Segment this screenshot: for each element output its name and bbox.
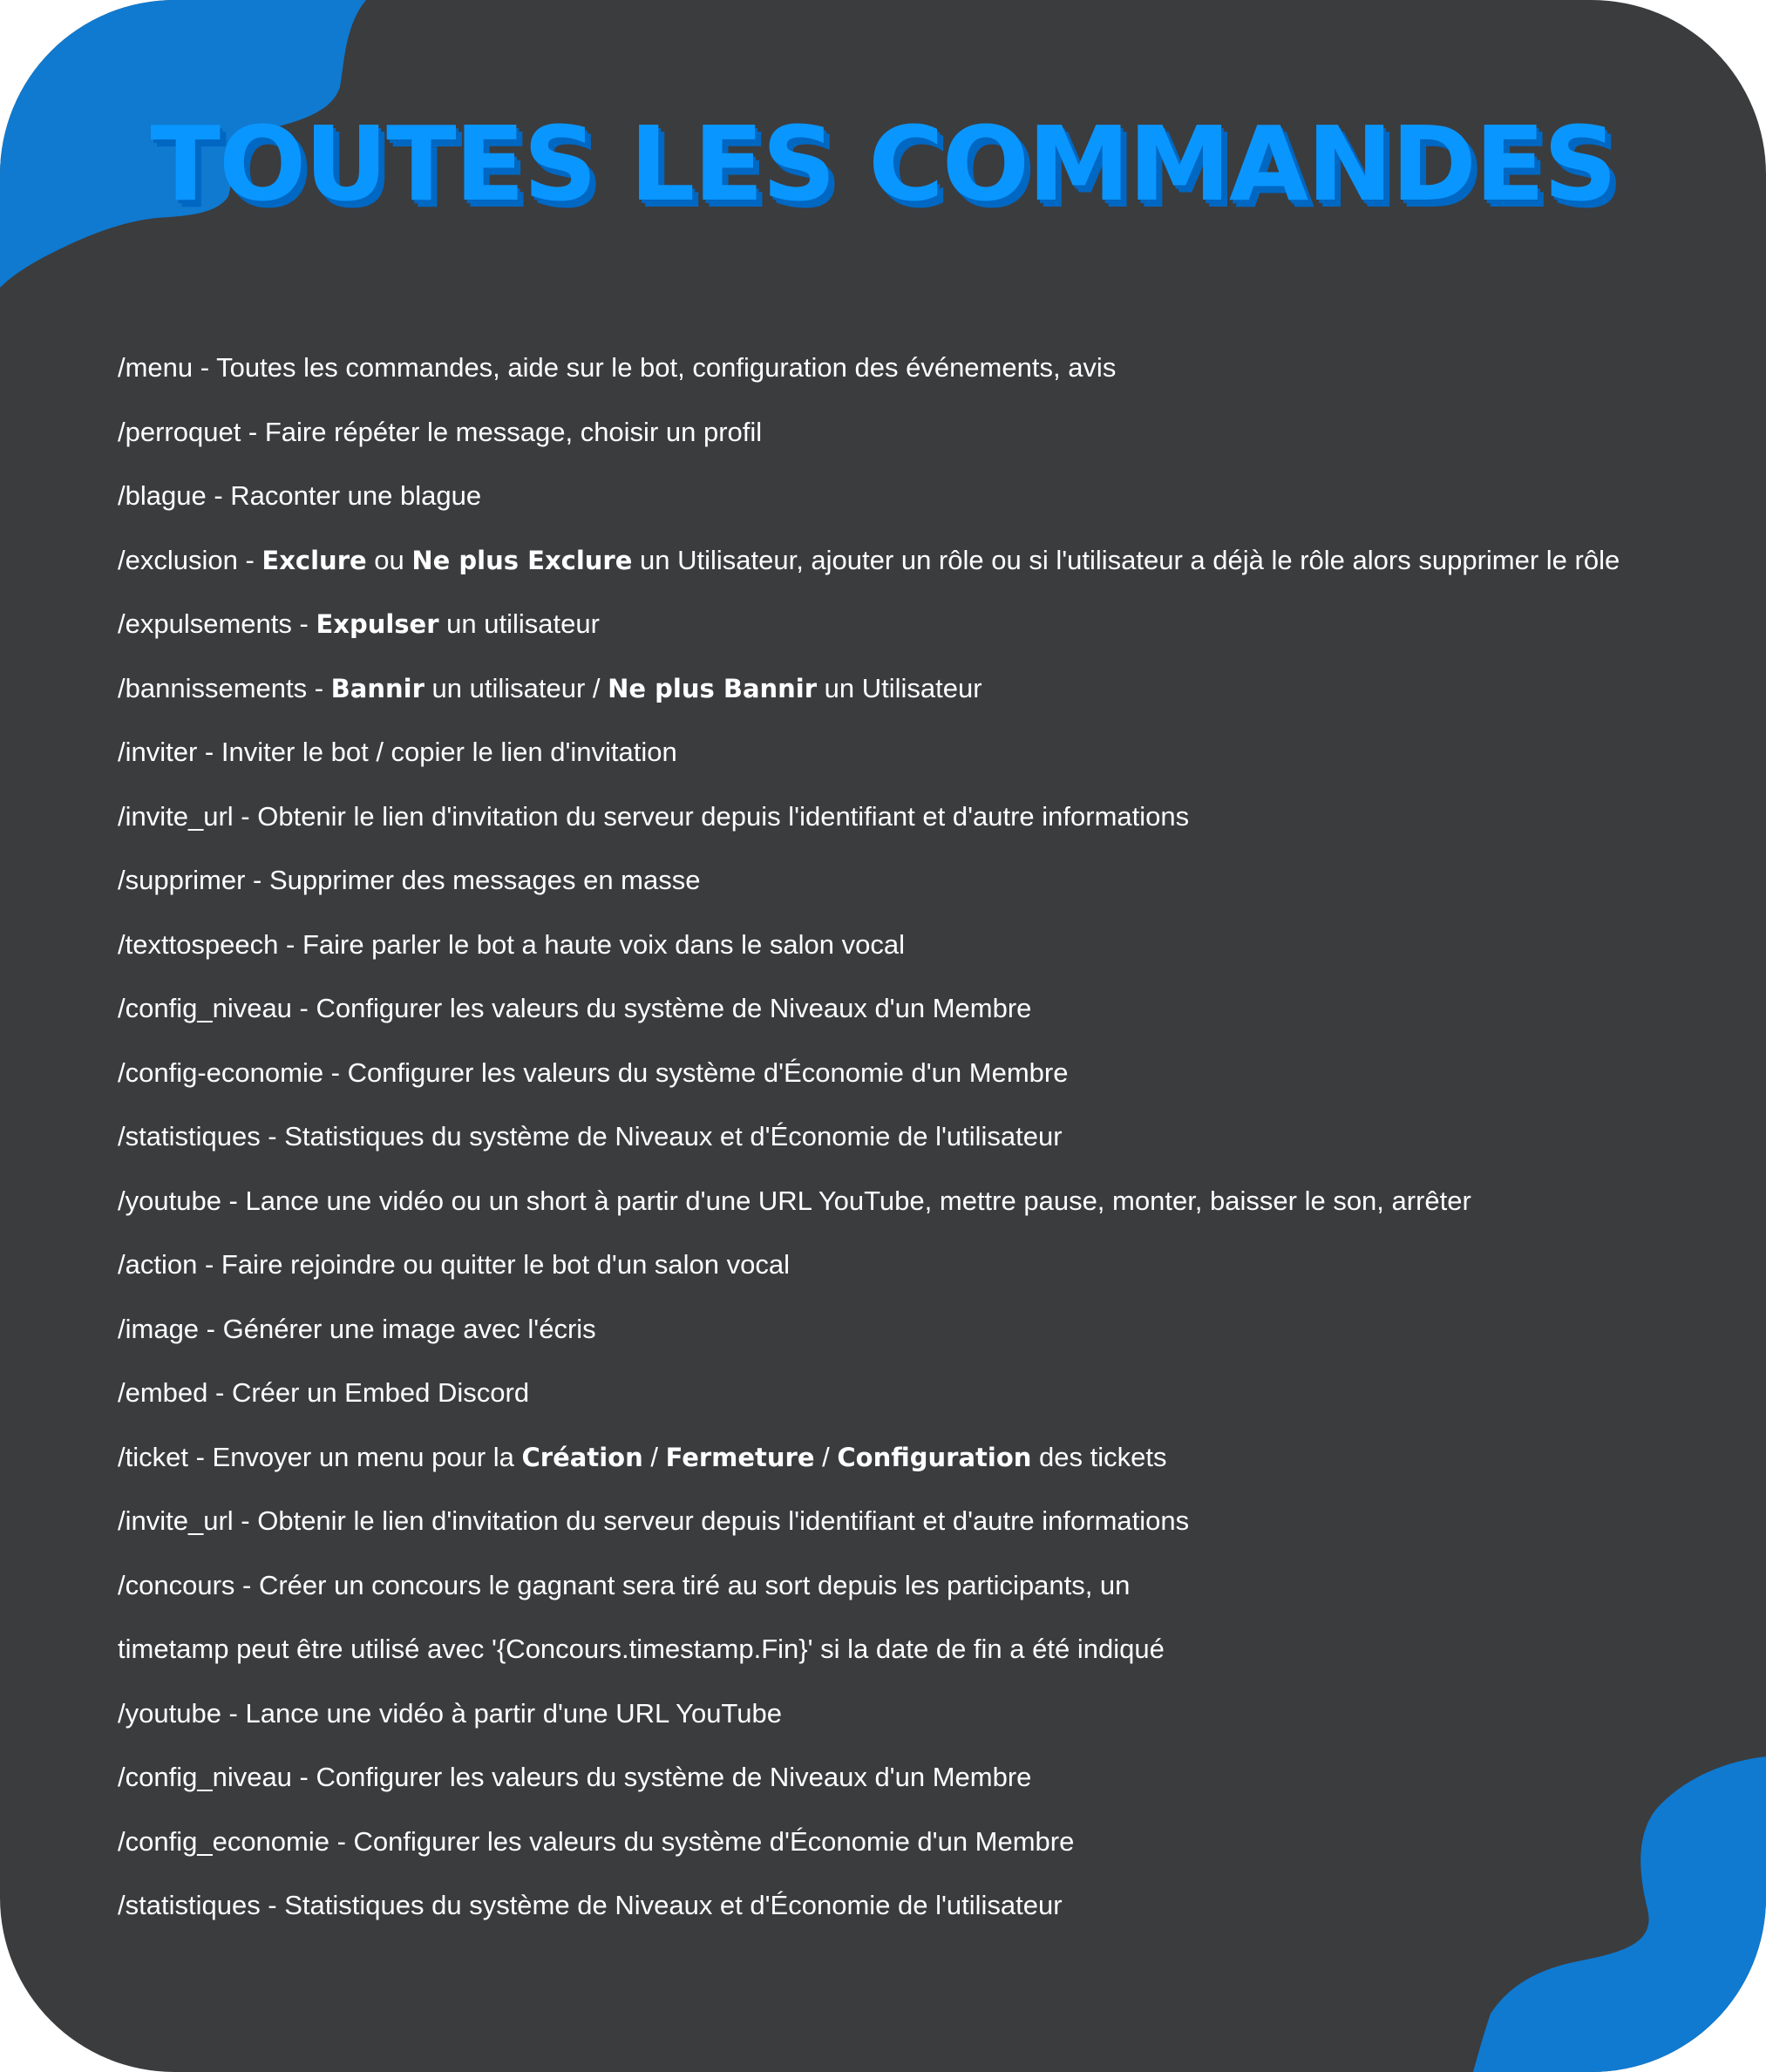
command-text: un utilisateur / [424, 672, 608, 703]
command-text: /config-economie - Configurer les valeurs du système d'Économie d'un Membre [118, 1056, 1069, 1088]
command-line [118, 1879, 1739, 1944]
command-line [118, 982, 1739, 1047]
command-text: ou [366, 544, 412, 575]
command-text: /menu - Toutes les commandes, aide sur le bot, configuration des événements, avis [118, 352, 1117, 383]
command-text: /config_economie - Configurer les valeurs du système d'Économie d'un Membre [118, 1825, 1075, 1857]
command-keyword: Expulser [316, 609, 439, 639]
command-text: un Utilisateur [817, 672, 982, 703]
command-text: timetamp peut être utilisé avec '{Concours.timestamp.Fin}' si la date de fin a été indiqué [118, 1634, 1165, 1664]
command-text: /exclusion - [118, 544, 262, 575]
command-keyword: Fermeture [665, 1442, 815, 1472]
command-keyword: Bannir [330, 673, 425, 703]
command-text: / [814, 1441, 838, 1472]
command-line [118, 598, 1739, 662]
command-line [118, 1175, 1739, 1240]
command-line [118, 1111, 1739, 1175]
command-keyword: Configuration [837, 1442, 1032, 1472]
command-line [118, 470, 1739, 534]
command-line [118, 1303, 1739, 1368]
command-text: /statistiques - Statistiques du système de Niveaux et d'Économie de l'utilisateur [118, 1121, 1063, 1151]
command-line [118, 534, 1739, 599]
command-line [118, 1367, 1739, 1431]
command-text: /statistiques - Statistiques du système de Niveaux et d'Économie de l'utilisateur [118, 1890, 1063, 1920]
command-text: /expulsements - [118, 608, 316, 639]
command-text: un Utilisateur, ajouter un rôle ou si l'utilisateur a déjà le rôle alors supprimer le rôle [632, 544, 1620, 575]
command-line [118, 1559, 1739, 1624]
command-line [118, 1751, 1739, 1816]
command-text: /ticket - Envoyer un menu pour la [118, 1441, 522, 1472]
command-line [118, 406, 1739, 471]
command-line [118, 662, 1739, 727]
command-line [118, 1623, 1739, 1688]
command-line [118, 342, 1739, 406]
command-list [118, 342, 1739, 1944]
command-text: /inviter - Inviter le bot / copier le lien d'invitation [118, 737, 677, 767]
command-text: /perroquet - Faire répéter le message, choisir un profil [118, 416, 763, 447]
command-keyword: Ne plus Bannir [608, 673, 818, 703]
command-line [118, 1688, 1739, 1752]
command-text: /youtube - Lance une vidéo ou un short à partir d'une URL YouTube, mettre pause, monter, baisser le son, arrêter [118, 1185, 1471, 1216]
command-text: /config_niveau - Configurer les valeurs du système de Niveaux d'un Membre [118, 993, 1032, 1023]
command-line [118, 854, 1739, 919]
page-title: TOUTES LES COMMANDES [150, 104, 1616, 224]
command-text: /action - Faire rejoindre ou quitter le bot d'un salon vocal [118, 1249, 791, 1280]
command-text: des tickets [1031, 1441, 1167, 1472]
command-line [118, 1816, 1739, 1880]
command-text: /embed - Créer un Embed Discord [118, 1377, 530, 1408]
command-text: / [642, 1441, 666, 1472]
command-line [118, 1495, 1739, 1559]
command-line [118, 919, 1739, 983]
command-text: /invite_url - Obtenir le lien d'invitation du serveur depuis l'identifiant et d'autre informations [118, 1505, 1190, 1536]
command-keyword: Ne plus Exclure [411, 545, 633, 575]
command-line [118, 1431, 1739, 1496]
command-text: /blague - Raconter une blague [118, 480, 482, 511]
command-keyword: Exclure [262, 545, 367, 575]
command-text: un utilisateur [438, 608, 600, 639]
command-text: /invite_url - Obtenir le lien d'invitation du serveur depuis l'identifiant et d'autre informations [118, 800, 1190, 832]
command-text: /supprimer - Supprimer des messages en masse [118, 865, 701, 895]
command-keyword: Création [521, 1442, 643, 1472]
command-text: /texttospeech - Faire parler le bot a haute voix dans le salon vocal [118, 928, 905, 960]
command-text: /concours - Créer un concours le gagnant sera tiré au sort depuis les participants, un [118, 1569, 1131, 1600]
command-line [118, 791, 1739, 855]
command-line [118, 1239, 1739, 1303]
command-text: /config_niveau - Configurer les valeurs du système de Niveaux d'un Membre [118, 1762, 1032, 1792]
command-text: /bannissements - [118, 672, 331, 703]
command-text: /youtube - Lance une vidéo à partir d'une URL YouTube [118, 1697, 782, 1729]
command-text: /image - Générer une image avec l'écris [118, 1313, 596, 1344]
command-line [118, 726, 1739, 791]
command-line [118, 1047, 1739, 1111]
